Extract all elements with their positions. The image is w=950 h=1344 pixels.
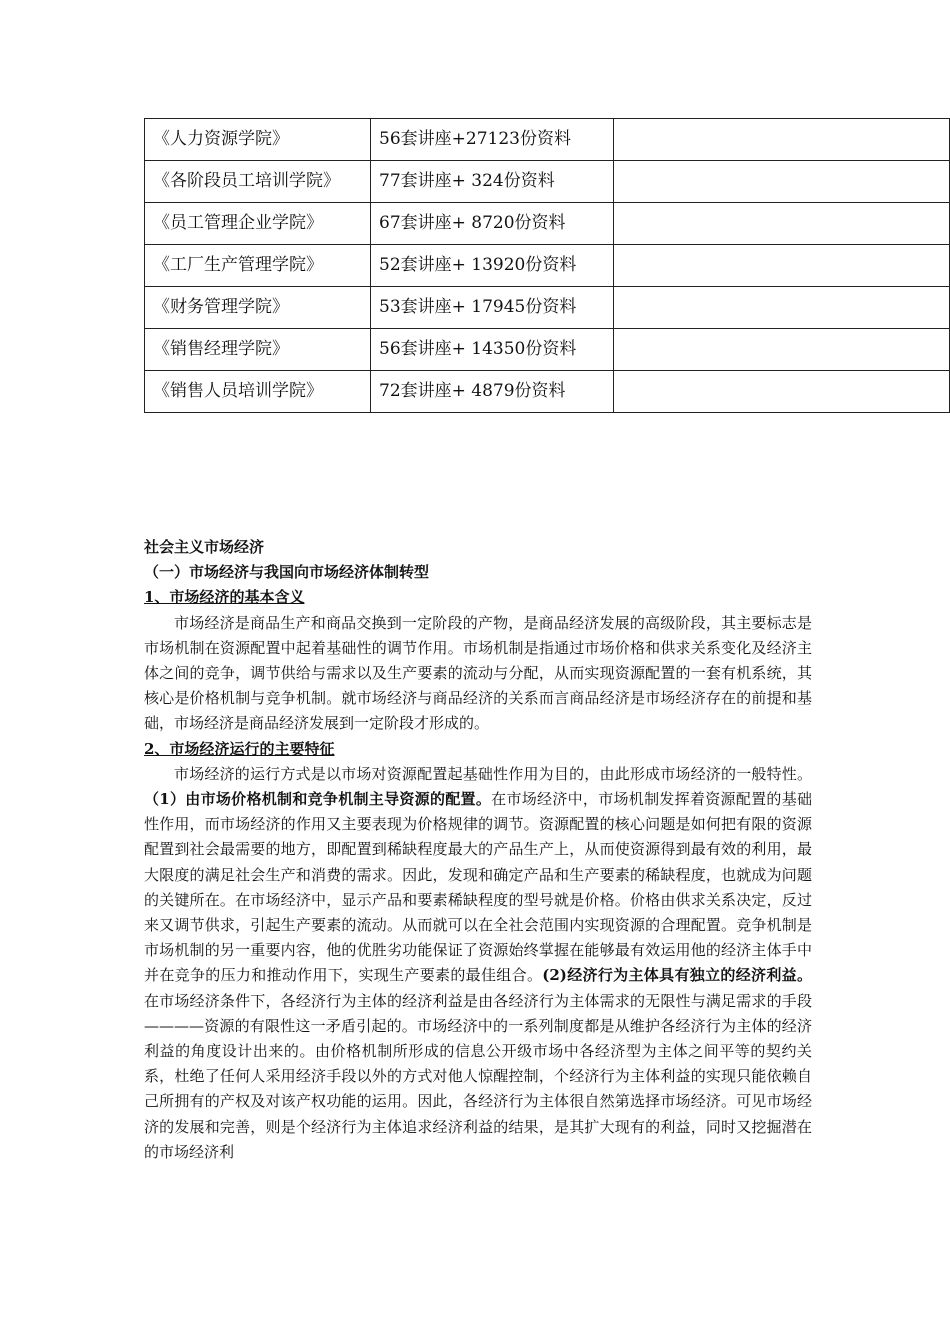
paragraph-basic-meaning: 市场经济是商品生产和商品交换到一定阶段的产物，是商品经济发展的高级阶段，其主要标志是市场机制在资源配置中起着基础性的调节作用。市场机制是指通过市场价格和供求关系变化及经济主体之间的竞争，调节供给与需求以及生产要素的流动与分配，从而实现资源配置的一套有机系统，其核心是价格机制与竞争机制。就市场经济与商品经济的关系而言商品经济是市场经济存在的前提和基础，市场经济是商品经济发展到一定阶段才形成的。 bbox=[144, 613, 812, 733]
course-content-cell: 53套讲座+ 17945份资料 bbox=[371, 287, 614, 329]
course-name-cell: 《销售人员培训学院》 bbox=[145, 371, 371, 413]
subsection-heading-1: 1、市场经济的基本含义 bbox=[144, 588, 305, 607]
course-content-cell: 67套讲座+ 8720份资料 bbox=[371, 203, 614, 245]
course-name-cell: 《销售经理学院》 bbox=[145, 329, 371, 371]
course-name-cell: 《人力资源学院》 bbox=[145, 119, 371, 161]
paragraph-main-features bbox=[144, 762, 812, 1165]
feature-1-heading: （1）由市场价格机制和竞争机制主导资源的配置。 bbox=[144, 790, 492, 809]
course-content-cell: 52套讲座+ 13920份资料 bbox=[371, 245, 614, 287]
course-content-cell: 56套讲座+27123份资料 bbox=[371, 119, 614, 161]
empty-cell bbox=[614, 203, 950, 245]
empty-cell bbox=[614, 245, 950, 287]
article-body bbox=[144, 535, 812, 1165]
table-row bbox=[145, 161, 950, 203]
section-heading: （一）市场经济与我国向市场经济体制转型 bbox=[144, 563, 430, 582]
feature-2-heading: (2)经济行为主体具有独立的经济利益。 bbox=[542, 966, 812, 985]
course-table bbox=[144, 118, 950, 413]
course-content-cell: 56套讲座+ 14350份资料 bbox=[371, 329, 614, 371]
table-row bbox=[145, 245, 950, 287]
subsection-heading-2: 2、市场经济运行的主要特征 bbox=[144, 739, 335, 758]
empty-cell bbox=[614, 161, 950, 203]
table-row bbox=[145, 287, 950, 329]
paragraph-text: 在市场经济条件下，各经济行为主体的经济利益是由各经济行为主体需求的无限性与满足需求的手段————资源的有限性这一矛盾引起的。市场经济中的一系列制度都是从维护各经济行为主体的经济利益的角度设计出来的。由价格机制所形成的信息公开级市场中各经济型为主体之间平等的契约关系，杜绝了任何人采用经济手段以外的方式对他人惊醒控制，个经济行为主体利益的实现只能依赖自己所拥有的产权及对该产权功能的运用。因此，各经济行为主体很自然第选择市场经济。可见市场经济的发展和完善，则是个经济行为主体追求经济利益的结果，是其扩大现有的利益，同时又挖掘潜在的市场经济利 bbox=[144, 991, 812, 1161]
table-row bbox=[145, 203, 950, 245]
course-name-cell: 《工厂生产管理学院》 bbox=[145, 245, 371, 287]
table-row bbox=[145, 371, 950, 413]
empty-cell bbox=[614, 287, 950, 329]
table-row bbox=[145, 329, 950, 371]
paragraph-text: 市场经济的运行方式是以市场对资源配置起基础性作用为目的，由此形成市场经济的一般特性。 bbox=[174, 764, 812, 783]
course-content-cell: 72套讲座+ 4879份资料 bbox=[371, 371, 614, 413]
article-title: 社会主义市场经济 bbox=[144, 538, 265, 556]
course-name-cell: 《各阶段员工培训学院》 bbox=[145, 161, 371, 203]
paragraph-text: 在市场经济中，市场机制发挥着资源配置的基础性作用，而市场经济的作用又主要表现为价格规律的调节。资源配置的核心问题是如何把有限的资源配置到社会最需要的地方，即配置到稀缺程度最大的产品生产上，从而使资源得到最有效的利用，最大限度的满足社会生产和消费的需求。因此，发现和确定产品和生产要素的稀缺程度，也就成为问题的关键所在。在市场经济中，显示产品和要素稀缺程度的型号就是价格。价格由供求关系决定，反过来又调节供求，引起生产要素的流动。从而就可以在全社会范围内实现资源的合理配置。竞争机制是市场机制的另一重要内容，他的优胜劣功能保证了资源始终掌握在能够最有效运用他的经济主体手中并在竞争的压力和推动作用下，实现生产要素的最佳组合。 bbox=[144, 790, 812, 985]
empty-cell bbox=[614, 371, 950, 413]
course-name-cell: 《财务管理学院》 bbox=[145, 287, 371, 329]
course-name-cell: 《员工管理企业学院》 bbox=[145, 203, 371, 245]
empty-cell bbox=[614, 119, 950, 161]
empty-cell bbox=[614, 329, 950, 371]
table-row bbox=[145, 119, 950, 161]
course-content-cell: 77套讲座+ 324份资料 bbox=[371, 161, 614, 203]
